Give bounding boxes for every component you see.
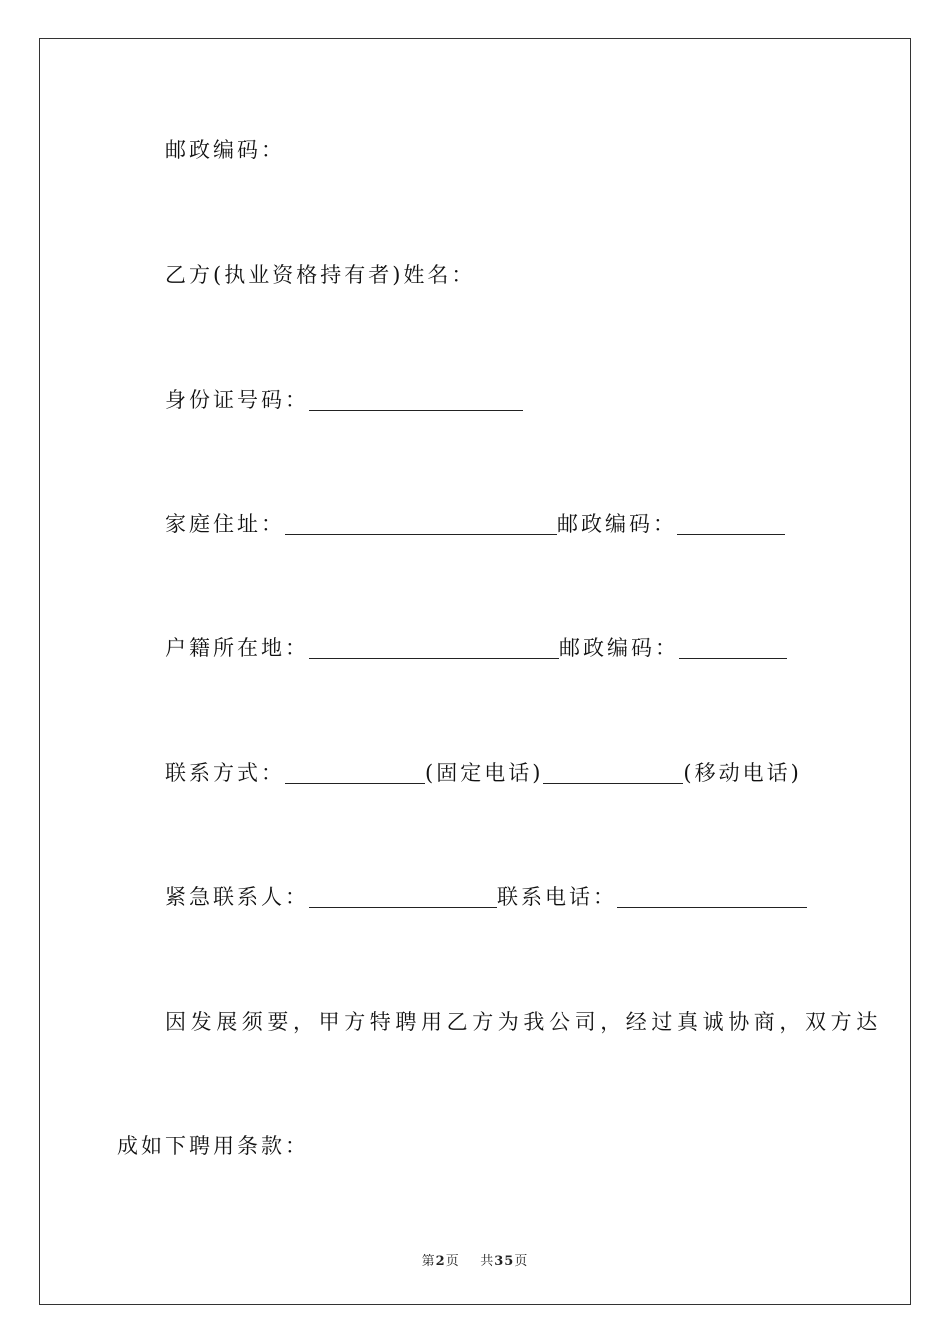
fixed-phone-label: (固定电话) (425, 761, 544, 785)
emergency-contact-label: 紧急联系人： (165, 885, 309, 909)
page-number: 2 (435, 1254, 446, 1269)
page-border (39, 38, 911, 1305)
home-postal-blank[interactable] (677, 516, 785, 535)
paragraph-text-1: 因发展须要，甲方特聘用乙方为我公司，经过真诚协商，双方达 (165, 1010, 882, 1034)
contact-phone-label: 联系电话： (497, 885, 617, 909)
total-prefix: 共 (480, 1254, 495, 1269)
page-prefix: 第 (421, 1254, 436, 1269)
postal-code-line (165, 140, 285, 161)
party-b-name-label: 乙方(执业资格持有者)姓名： (165, 263, 476, 287)
contact-method-label: 联系方式： (165, 761, 285, 785)
home-address-line (165, 514, 785, 535)
mobile-phone-blank[interactable] (543, 765, 683, 784)
hukou-postal-blank[interactable] (679, 640, 787, 659)
id-number-blank[interactable] (309, 392, 523, 411)
contact-phone-blank[interactable] (617, 889, 807, 908)
hukou-label: 户籍所在地： (165, 636, 309, 660)
id-number-label: 身份证号码： (165, 388, 309, 412)
party-b-name-line (165, 265, 475, 286)
hukou-line (165, 638, 787, 659)
paragraph-line-1 (165, 1012, 882, 1033)
hukou-blank[interactable] (309, 640, 559, 659)
emergency-contact-line (165, 887, 807, 908)
paragraph-line-2 (117, 1136, 309, 1157)
contact-method-line (165, 763, 802, 784)
home-postal-label: 邮政编码： (557, 512, 677, 536)
total-pages: 35 (494, 1254, 515, 1269)
id-number-line (165, 390, 523, 411)
paragraph-text-2: 成如下聘用条款： (117, 1134, 309, 1158)
mobile-phone-label: (移动电话) (683, 761, 802, 785)
hukou-postal-label: 邮政编码： (559, 636, 679, 660)
total-unit: 页 (514, 1254, 529, 1269)
home-address-label: 家庭住址： (165, 512, 285, 536)
postal-code-label: 邮政编码： (165, 138, 285, 162)
home-address-blank[interactable] (285, 516, 557, 535)
fixed-phone-blank[interactable] (285, 765, 425, 784)
page-unit: 页 (445, 1254, 460, 1269)
page-footer (0, 1250, 950, 1269)
emergency-contact-blank[interactable] (309, 889, 497, 908)
